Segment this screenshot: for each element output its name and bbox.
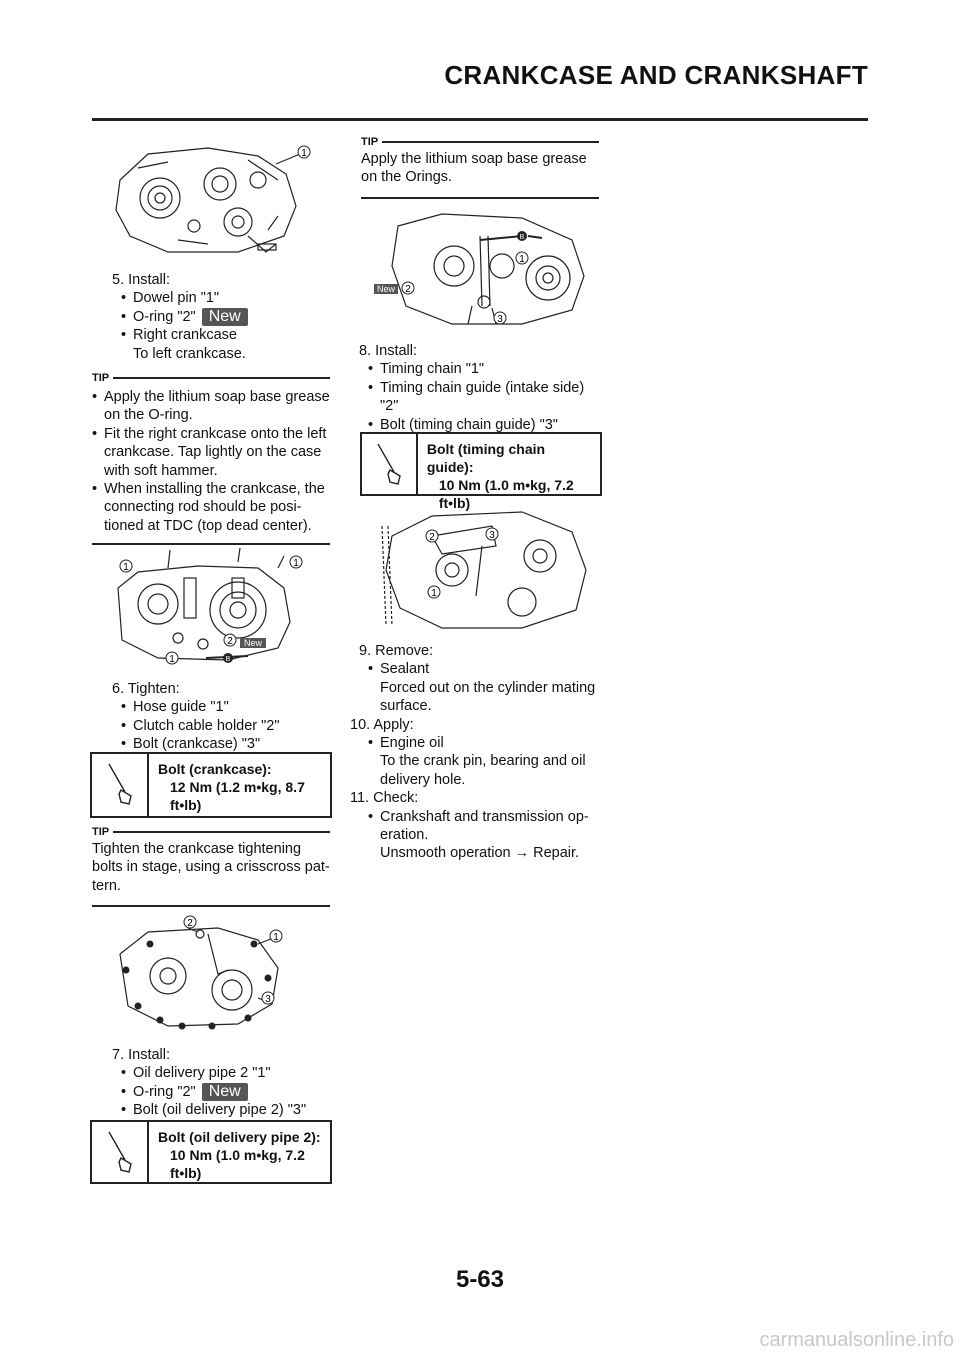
grease-mark: B	[519, 234, 525, 241]
list-item: • Bolt (crankcase) "3"	[121, 735, 330, 753]
step-title: 10. Apply:	[350, 716, 414, 733]
list-item-detail: Unsmooth operation → Repair.	[380, 845, 580, 862]
steps-9-11	[350, 642, 599, 863]
step-5	[92, 271, 330, 363]
list-item: • Engine oil	[368, 734, 599, 752]
callout: 1	[123, 562, 129, 573]
tip-label: TIP	[92, 372, 110, 384]
callout: 3	[489, 530, 495, 541]
tip-text: Tighten the crankcase tightening bolts in stage, using a crisscross pat-tern.	[92, 841, 330, 894]
tip-block	[92, 826, 330, 907]
list-item: • Clutch cable holder "2"	[121, 717, 330, 735]
torque-value: 10 Nm (1.0 m•kg, 7.2	[170, 1147, 305, 1163]
list-item: • Oil delivery pipe 2 "1"	[121, 1064, 330, 1082]
torque-value: ft•lb)	[170, 1165, 202, 1181]
list-item: • Dowel pin "1"	[121, 289, 330, 307]
figure-timing-chain-guide	[372, 506, 598, 634]
step-7	[92, 1046, 330, 1120]
grease-mark: B	[225, 656, 231, 663]
list-item: • Timing chain "1"	[368, 360, 599, 378]
list-item-detail: To the crank pin, bearing and oil delivery hole.	[380, 753, 586, 788]
callout: 3	[265, 994, 271, 1005]
torque-value: ft•lb)	[170, 797, 202, 813]
torque-spec-crankcase	[90, 752, 332, 818]
tip-label: TIP	[361, 136, 379, 148]
torque-value: ft•lb)	[438, 495, 471, 511]
torque-name: Bolt (timing chain guide):	[426, 441, 546, 475]
new-badge: New	[243, 638, 263, 648]
callout: 1	[169, 654, 175, 665]
header-rule	[92, 118, 868, 121]
step-title: 7. Install:	[112, 1047, 171, 1063]
list-item: • Bolt (oil delivery pipe 2) "3"	[121, 1101, 330, 1119]
torque-value: 12 Nm (1.2 m•kg, 8.7	[170, 779, 305, 795]
callout: 2	[405, 284, 411, 295]
step-title: 5. Install:	[112, 272, 171, 288]
torque-name: Bolt (crankcase):	[158, 761, 272, 777]
tip-text: Apply the lithium soap base grease on the Orings.	[361, 151, 587, 186]
list-item: • O-ring "2" New	[121, 308, 330, 326]
callout: 1	[431, 588, 437, 599]
page-title: CRANKCASE AND CRANKSHAFT	[444, 60, 868, 90]
callout: 1	[273, 932, 279, 943]
callout: 3	[497, 314, 503, 325]
list-item: • Crankshaft and transmission op-eration.	[368, 808, 599, 845]
callout: 1	[519, 254, 525, 265]
callout: 2	[227, 636, 233, 647]
figure-timing-chain	[372, 206, 598, 330]
wrench-icon	[92, 754, 149, 816]
watermark: carmanualsonline.info	[759, 1329, 954, 1351]
list-item-detail: Forced out on the cylinder mating surface.	[380, 679, 596, 715]
step-8	[361, 342, 599, 434]
callout: 1	[301, 148, 307, 159]
list-item: • O-ring "2" New	[121, 1083, 330, 1101]
figure-crankcase-tighten	[108, 548, 308, 672]
wrench-icon	[92, 1122, 149, 1182]
torque-spec-timing-chain-guide	[360, 432, 602, 511]
tip-block	[92, 372, 330, 545]
step-title: 8. Install:	[359, 343, 418, 359]
new-badge: New	[202, 1083, 248, 1101]
list-item: • Bolt (timing chain guide) "3"	[368, 416, 599, 434]
wrench-icon	[362, 434, 418, 494]
step-title: 9. Remove:	[359, 643, 434, 659]
page-number: 5-63	[455, 1266, 505, 1293]
tip-label: TIP	[92, 826, 110, 838]
callout: 2	[187, 918, 193, 929]
step-title: 11. Check:	[350, 790, 419, 807]
figure-oil-delivery-pipe	[108, 914, 308, 1036]
new-badge: New	[202, 308, 248, 326]
arrow-icon: →	[514, 845, 530, 862]
list-item: • When installing the crankcase, the connecting rod should be posi-tioned at TDC (top dead center).	[92, 480, 330, 535]
list-item: • Fit the right crankcase onto the left crankcase. Tap lightly on the case with soft hammer.	[92, 425, 330, 480]
callout: 1	[293, 558, 299, 569]
new-badge: New	[376, 284, 396, 294]
list-item: • Sealant	[368, 660, 599, 678]
torque-spec-oil-delivery-pipe	[90, 1120, 332, 1184]
list-item: • Apply the lithium soap base grease on the O-ring.	[92, 388, 330, 425]
step-6	[92, 680, 330, 754]
list-item: • Right crankcase	[121, 326, 330, 344]
torque-name: Bolt (oil delivery pipe 2):	[158, 1129, 321, 1145]
torque-value: 10 Nm (1.0 m•kg, 7.2	[438, 477, 574, 493]
list-item: • Timing chain guide (intake side) "2"	[368, 379, 599, 416]
tip-block	[361, 136, 599, 199]
figure-crankcase-dowel-pin	[108, 140, 330, 260]
callout: 2	[429, 532, 435, 543]
list-item: • Hose guide "1"	[121, 698, 330, 716]
list-item-detail: To left crankcase.	[133, 345, 246, 362]
step-title: 6. Tighten:	[112, 681, 180, 697]
